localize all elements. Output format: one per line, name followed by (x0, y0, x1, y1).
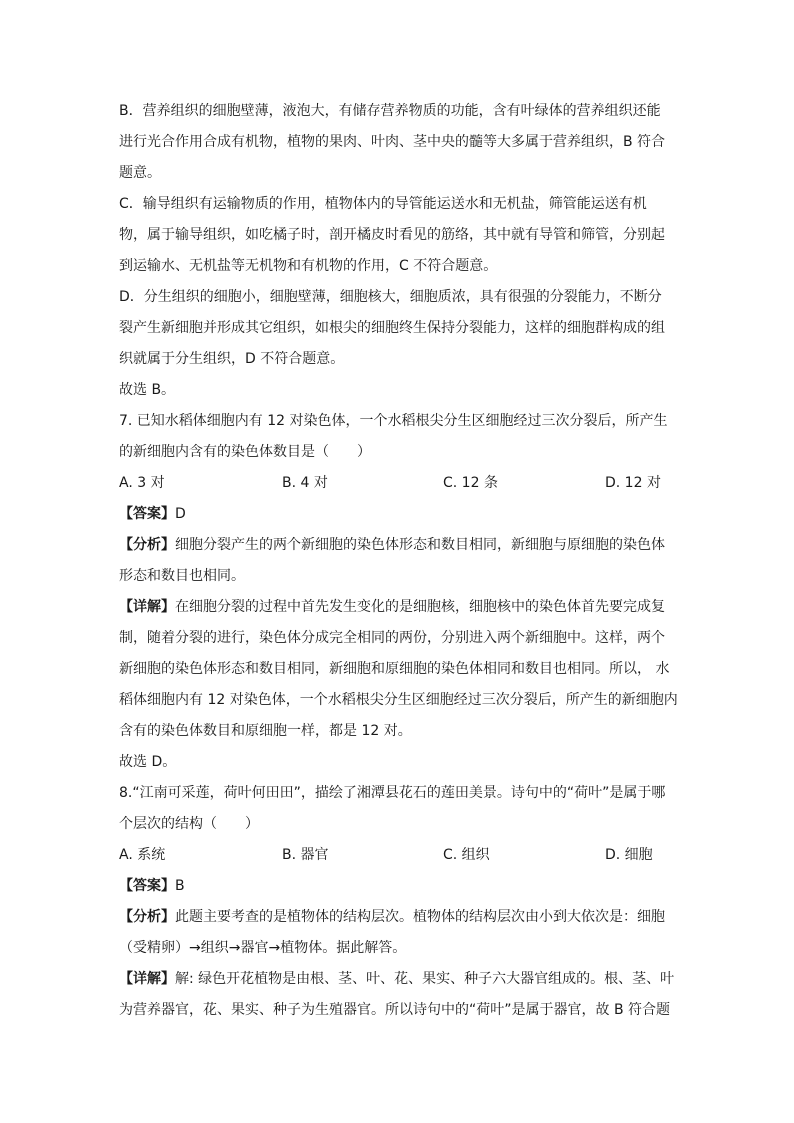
q8-stem-line: 8.“江南可采莲，荷叶何田田”，描绘了湘潭县花石的莲田美景。诗句中的“荷叶”是属于哪 (119, 785, 666, 801)
q7-analysis-line (119, 530, 679, 561)
q6-option-d-explanation-line: D．分生组织的细胞小，细胞壁薄，细胞核大，细胞质浓，具有很强的分裂能力，不断分 (119, 289, 662, 305)
q7-detail-text: 在细胞分裂的过程中首先发生变化的是细胞核，细胞核中的染色体首先要完成复 (175, 599, 665, 615)
q6-option-c-explanation-line: 物，属于输导组织，如吃橘子时，剖开橘皮时看见的筋络，其中就有导管和筛管，分别起 (119, 227, 665, 243)
q6-option-b-explanation-line: 题意。 (119, 165, 161, 181)
q8-option-c: C. 组织 (443, 847, 490, 863)
q7-option-b: B. 4 对 (282, 475, 328, 491)
q7-option-c: C. 12 条 (443, 475, 498, 491)
q7-detail-line: 新细胞的染色体形态和数目相同，新细胞和原细胞的染色体相同和数目也相同。所以， 水 (119, 661, 670, 677)
answer-tag: 【答案】 (119, 506, 175, 522)
analysis-tag: 【分析】 (119, 909, 175, 925)
q7-conclusion: 故选 D。 (119, 754, 177, 770)
q8-stem-line: 个层次的结构（ ） (119, 816, 259, 832)
q7-analysis-text: 细胞分裂产生的两个新细胞的染色体形态和数目相同，新细胞与原细胞的染色体 (175, 537, 665, 553)
q6-conclusion: 故选 B。 (119, 382, 176, 398)
detail-tag: 【详解】 (119, 971, 175, 987)
q8-analysis-line (119, 902, 679, 933)
q7-analysis-line: 形态和数目也相同。 (119, 568, 245, 584)
q8-analysis-text: 此题主要考查的是植物体的结构层次。植物体的结构层次由小到大依次是：细胞 (175, 909, 665, 925)
q8-detail-line: 为营养器官，花、果实、种子为生殖器官。所以诗句中的“荷叶”是属于器官，故 B 符合题 (119, 1002, 671, 1018)
q6-option-d-explanation-line: 织就属于分生组织，D 不符合题意。 (119, 351, 345, 367)
q7-option-a: A. 3 对 (119, 475, 165, 491)
q8-answer (119, 871, 679, 902)
q6-option-b-explanation-line: B．营养组织的细胞壁薄，液泡大，有储存营养物质的功能，含有叶绿体的营养组织还能 (119, 103, 661, 119)
q7-answer-value: D (175, 506, 186, 522)
q7-stem-line: 7. 已知水稻体细胞内有 12 对染色体，一个水稻根尖分生区细胞经过三次分裂后，所产生 (119, 413, 668, 429)
q7-detail-line: 稻体细胞内有 12 对染色体，一个水稻根尖分生区细胞经过三次分裂后，所产生的新细胞内 (119, 692, 678, 708)
q8-option-b: B. 器官 (282, 847, 329, 863)
q8-detail-text: 解: 绿色开花植物是由根、茎、叶、花、果实、种子六大器官组成的。根、茎、叶 (175, 971, 675, 987)
q7-detail-line: 含有的染色体数目和原细胞一样，都是 12 对。 (119, 723, 412, 739)
q7-detail-line (119, 592, 679, 623)
q6-option-b-explanation-line: 进行光合作用合成有机物，植物的果肉、叶肉、茎中央的髓等大多属于营养组织，B 符合 (119, 134, 666, 150)
q8-detail-line (119, 964, 679, 995)
q6-option-c-explanation-line: C．输导组织有运输物质的作用，植物体内的导管能运送水和无机盐，筛管能运送有机 (119, 196, 647, 212)
q8-answer-value: B (175, 878, 185, 894)
q8-option-d: D. 细胞 (605, 847, 653, 863)
q8-options (119, 840, 679, 871)
q6-option-c-explanation-line: 到运输水、无机盐等无机物和有机物的作用，C 不符合题意。 (119, 258, 498, 274)
q7-answer (119, 499, 679, 530)
q8-option-a: A. 系统 (119, 847, 166, 863)
q7-stem-line: 的新细胞内含有的染色体数目是（ ） (119, 444, 371, 460)
q7-options (119, 468, 679, 499)
page-content (119, 96, 679, 1026)
analysis-tag: 【分析】 (119, 537, 175, 553)
q7-detail-line: 制，随着分裂的进行，染色体分成完全相同的两份，分别进入两个新细胞中。这样，两个 (119, 630, 665, 646)
q8-analysis-line: （受精卵）→组织→器官→植物体。据此解答。 (119, 940, 407, 956)
detail-tag: 【详解】 (119, 599, 175, 615)
q7-option-d: D. 12 对 (605, 475, 661, 491)
answer-tag: 【答案】 (119, 878, 175, 894)
q6-option-d-explanation-line: 裂产生新细胞并形成其它组织，如根尖的细胞终生保持分裂能力，这样的细胞群构成的组 (119, 320, 665, 336)
